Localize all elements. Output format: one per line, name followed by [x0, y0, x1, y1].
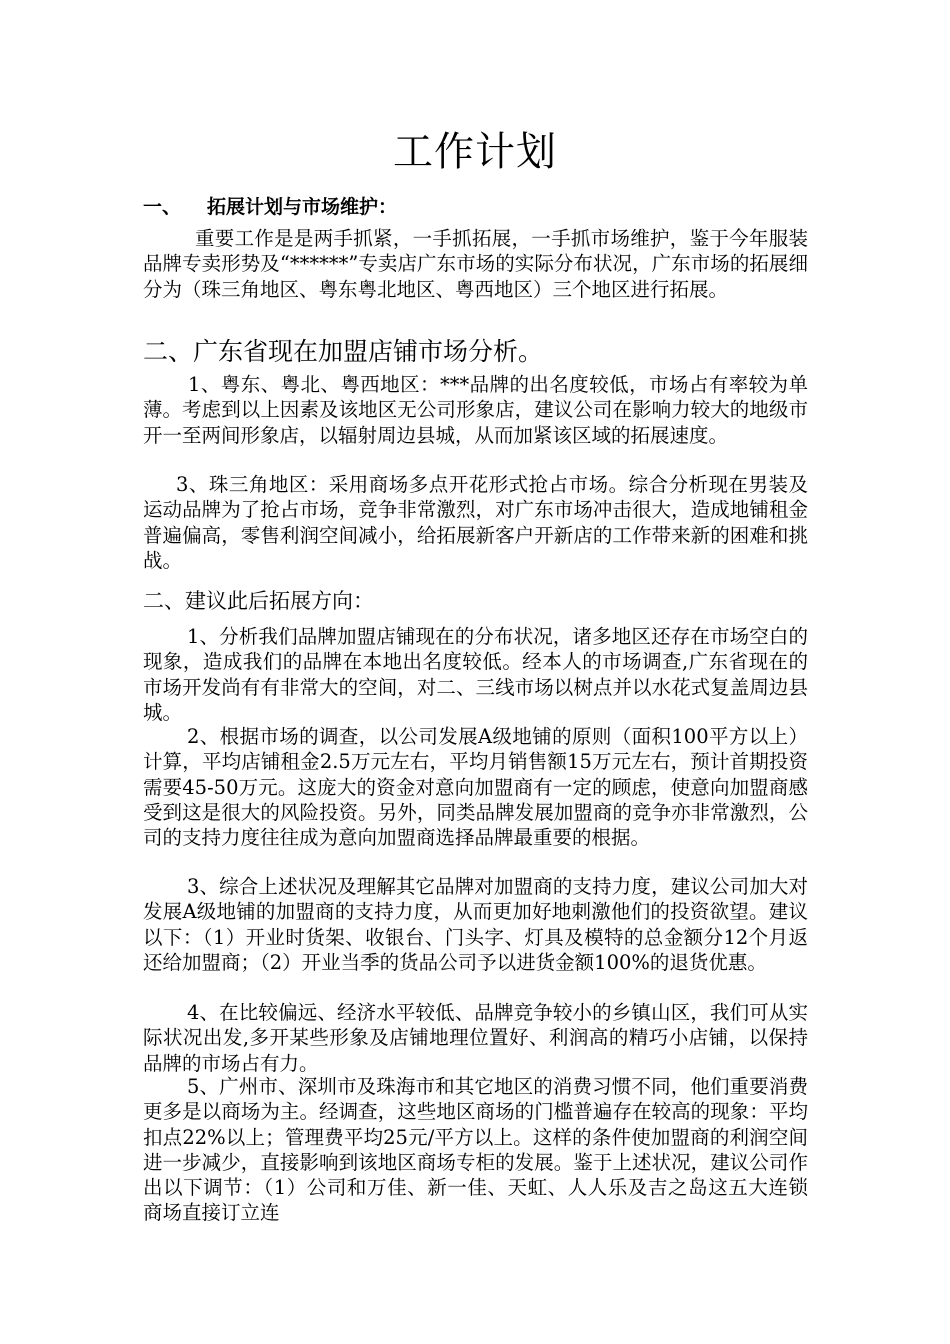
section-1-number: 一、 [143, 196, 182, 218]
section-2-paragraph-1: 1、粤东、粤北、粤西地区：***品牌的出名度较低，市场占有率较为单薄。考虑到以上因素及该地区无公司形象店，建议公司在影响力较大的地级市开一至两间形象店，以辐射周边县城，从而加紧该区域的拓展速度。 [143, 373, 808, 447]
section-1-heading [143, 194, 397, 220]
section-3-paragraph-3: 3、综合上述状况及理解其它品牌对加盟商的支持力度，建议公司加大对发展A级地铺的加盟商的支持力度，从而更加好地刺激他们的投资欲望。建议以下：（1）开业时货架、收银台、门头字、灯具及模特的总金额分12个月返还给加盟商；（2）开业当季的货品公司予以进货金额100%的退货优惠。 [143, 875, 808, 974]
section-1-heading-text: 拓展计划与市场维护： [207, 196, 398, 218]
section-3-paragraph-4: 4、在比较偏远、经济水平较低、品牌竞争较小的乡镇山区，我们可从实际状况出发,多开某些形象及店铺地理位置好、利润高的精巧小店铺，以保持品牌的市场占有力。 [143, 1001, 808, 1075]
document-title: 工作计划 [393, 129, 557, 175]
section-3-heading: 二、建议此后拓展方向： [143, 589, 374, 613]
section-2-paragraph-2: 3、珠三角地区：采用商场多点开花形式抢占市场。综合分析现在男装及运动品牌为了抢占市场，竞争非常激烈，对广东市场冲击很大，造成地铺租金普遍偏高，零售利润空间减小，给拓展新客户开新店的工作带来新的困难和挑战。 [143, 473, 808, 572]
section-3-paragraph-2: 2、根据市场的调查，以公司发展A级地铺的原则（面积100平方以上）计算，平均店铺租金2.5万元左右，平均月销售额15万元左右，预计首期投资需要45-50万元。这庞大的资金对意向加盟商有一定的顾虑，使意向加盟商感受到这是很大的风险投资。另外，同类品牌发展加盟商的竞争亦非常激烈，公司的支持力度往往成为意向加盟商选择品牌最重要的根据。 [143, 725, 808, 850]
section-1-paragraph-1: 重要工作是是两手抓紧，一手抓拓展，一手抓市场维护，鉴于今年服装品牌专卖形势及“******”专卖店广东市场的实际分布状况，广东市场的拓展细分为（珠三角地区、粤东粤北地区、粤西地区）三个地区进行拓展。 [143, 227, 808, 301]
section-3-paragraph-1: 1、分析我们品牌加盟店铺现在的分布状况，诸多地区还存在市场空白的现象，造成我们的品牌在本地出名度较低。经本人的市场调查,广东省现在的市场开发尚有有非常大的空间，对二、三线市场以树点并以水花式复盖周边县城。 [143, 625, 808, 724]
section-2-heading: 二、广东省现在加盟店铺市场分析。 [143, 337, 544, 366]
section-3-paragraph-5: 5、广州市、深圳市及珠海市和其它地区的消费习惯不同，他们重要消费更多是以商场为主。经调查，这些地区商场的门槛普遍存在较高的现象：平均扣点22%以上；管理费平均25元/平方以上。这样的条件使加盟商的利润空间进一步减少，直接影响到该地区商场专柜的发展。鉴于上述状况，建议公司作出以下调节：（1）公司和万佳、新一佳、天虹、人人乐及吉之岛这五大连锁商场直接订立连 [143, 1075, 808, 1225]
